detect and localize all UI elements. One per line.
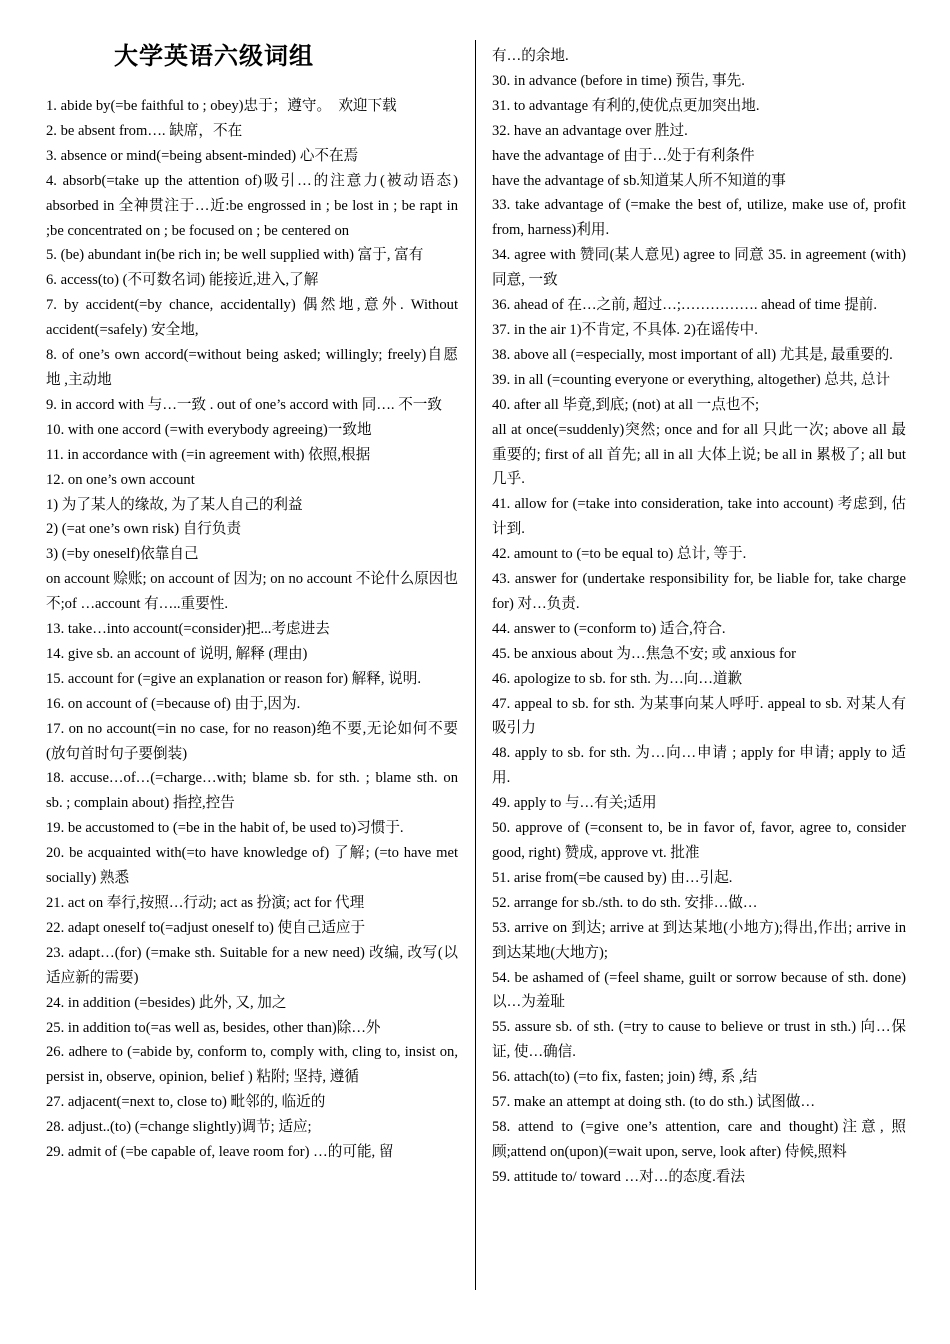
vocab-entry: 37. in the air 1)不肯定, 不具体. 2)在谣传中. [492,321,758,338]
vocab-entry: 10. with one accord (=with everybody agreeing)一致地 [46,421,372,438]
vocab-entry: 51. arise from(=be caused by) 由…引起. [492,869,733,886]
vocab-entry: 1. abide by(=be faithful to ; obey)忠于；遵守。 欢迎下载 [46,98,397,114]
vocab-entry: 49. apply to 与…有关;适用 [492,795,657,812]
column-divider [475,40,476,1290]
vocab-entry: 38. above all (=especially, most important of all) 尤其是, 最重要的. [492,346,893,363]
vocab-entry: 29. admit of (=be capable of, leave room for) …的可能, 留 [46,1144,394,1161]
vocab-entry: 45. be anxious about 为…焦急不安; 或 anxious for [492,645,797,662]
vocab-entry: 59. attitude to/ toward …对…的态度.看法 [492,1168,745,1185]
vocab-entry: 20. be acquainted with(=to have knowledge of) 了解; (=to have met socially) 熟悉 [46,845,458,887]
vocab-entry: 2. be absent from…. 缺席，不在 [46,122,243,139]
right-column [492,44,906,1190]
vocab-entry: 40. after all 毕竟,到底; (not) at all 一点也不; [492,396,760,413]
right-entry-list [492,44,906,1190]
vocab-entry: 53. arrive on 到达; arrive at 到达某地(小地方);得出,作出; arrive in 到达某地(大地方); [492,919,906,961]
vocab-entry: 27. adjacent(=next to, close to) 毗邻的, 临近的 [46,1094,326,1111]
page-title: 大学英语六级词组 [114,42,314,70]
vocab-entry: 41. allow for (=take into consideration, take into account) 考虑到, 估计到. [492,496,906,538]
vocab-entry: 43. answer for (undertake responsibility for, be liable for, take charge for) 对…负责. [492,571,906,612]
vocab-entry: 18. accuse…of…(=charge…with; blame sb. for sth. ; blame sth. on sb. ; complain about) 指控,控告 [46,770,458,812]
vocab-entry: 28. adjust..(to) (=change slightly)调节; 适应; [46,1119,312,1136]
vocab-entry: 48. apply to sb. for sth. 为…向…申请 ; apply for 申请; apply to 适用. [492,745,906,787]
vocab-entry: 4. absorb(=take up the attention of)吸引…的注意力(被动语态) absorbed in 全神贯注于…近:be engrossed in ; be lost in ; be rapt in ;be concentrated on ; be focused on ; be centered on [46,172,458,239]
vocab-entry: 6. access(to) (不可数名词) 能接近,进入,了解 [46,272,319,289]
vocab-entry: 8. of one’s own accord(=without being asked; willingly; freely)自愿地 ,主动地 [46,347,458,388]
vocab-entry: 31. to advantage 有利的,使优点更加突出地. [492,97,760,114]
vocab-entry: 12. on one’s own account [46,471,195,488]
vocab-entry: on account 赊账; on account of 因为; on no account 不论什么原因也不;of …account 有…..重要性. [46,571,458,613]
vocab-entry: 36. ahead of 在…之前, 超过…;……………. ahead of time 提前. [492,297,878,314]
vocab-entry: 2) (=at one’s own risk) 自行负责 [46,521,242,538]
vocab-entry: 58. attend to (=give one’s attention, care and thought)注意, 照顾;attend on(upon)(=wait upon, serve, look after) 侍候,照料 [492,1118,906,1160]
left-entry-list [46,94,458,1165]
vocab-entry: 50. approve of (=consent to, be in favor of, favor, agree to, consider good, right) 赞成, approve vt. 批准 [492,820,906,861]
vocab-entry: 13. take…into account(=consider)把...考虑进去 [46,621,330,638]
vocab-entry: 15. account for (=give an explanation or reason for) 解释, 说明. [46,670,421,687]
vocab-entry: 54. be ashamed of (=feel shame, guilt or sorrow because of sth. done) 以…为羞耻 [492,969,906,1011]
vocab-entry: 3) (=by oneself)依靠自己 [46,546,199,563]
vocab-entry: 19. be accustomed to (=be in the habit of, be used to)习惯于. [46,820,404,837]
vocab-entry: 47. appeal to sb. for sth. 为某事向某人呼吁. appeal to sb. 对某人有吸引力 [492,695,906,737]
vocab-entry: 25. in addition to(=as well as, besides, other than)除…外 [46,1019,381,1036]
vocab-entry: 57. make an attempt at doing sth. (to do sth.) 试图做… [492,1094,816,1111]
vocab-entry: 52. arrange for sb./sth. to do sth. 安排…做… [492,894,758,911]
vocab-entry: all at once(=suddenly)突然; once and for all 只此一次; above all 最重要的; first of all 首先; all in all 大体上说; be all in 累极了; all but 几乎. [492,421,906,488]
vocab-entry: 14. give sb. an account of 说明, 解释 (理由) [46,645,308,662]
left-column [46,44,458,1165]
vocab-entry: 7. by accident(=by chance, accidentally) 偶然地,意外. Without accident(=safely) 安全地, [46,297,458,339]
vocab-entry: 39. in all (=counting everyone or everything, altogether) 总共, 总计 [492,371,891,388]
vocab-entry: 30. in advance (before in time) 预告, 事先. [492,72,745,89]
vocab-entry: 34. agree with 赞同(某人意见) agree to 同意 35. in agreement (with) 同意, 一致 [492,247,906,289]
vocab-entry: 32. have an advantage over 胜过. [492,122,688,139]
vocab-entry: 17. on no account(=in no case, for no reason)绝不要,无论如何不要(放句首时句子要倒装) [46,720,458,762]
vocab-entry: 22. adapt oneself to(=adjust oneself to) 使自己适应于 [46,919,366,936]
vocab-entry: 9. in accord with 与…一致 . out of one’s accord with 同…. 不一致 [46,396,442,413]
vocab-entry: 42. amount to (=to be equal to) 总计, 等于. [492,546,747,563]
vocab-entry: 46. apologize to sb. for sth. 为…向…道歉 [492,670,743,687]
vocab-entry: 55. assure sb. of sth. (=try to cause to believe or trust in sth.) 向…保证, 使…确信. [492,1019,906,1061]
vocab-entry: 11. in accordance with (=in agreement with) 依照,根据 [46,446,371,463]
vocab-entry: have the advantage of 由于…处于有利条件 [492,147,755,164]
vocab-entry: 26. adhere to (=abide by, conform to, comply with, cling to, insist on, persist in, observe, opinion, belief ) 粘附; 坚持, 遵循 [46,1044,458,1086]
vocab-entry: 56. attach(to) (=to fix, fasten; join) 缚, 系 ,结 [492,1069,758,1086]
vocab-entry: 5. (be) abundant in(be rich in; be well supplied with) 富于, 富有 [46,247,424,264]
vocab-entry: 1) 为了某人的缘故, 为了某人自己的利益 [46,496,303,513]
vocab-entry: 33. take advantage of (=make the best of, utilize, make use of, profit from, harness)利用. [492,197,906,239]
vocab-entry: 16. on account of (=because of) 由于,因为. [46,695,301,712]
vocab-entry: 3. absence or mind(=being absent-minded) 心不在焉 [46,147,359,164]
vocab-entry: 21. act on 奉行,按照…行动; act as 扮演; act for 代理 [46,895,365,911]
vocab-entry: 有…的余地. [492,48,569,64]
vocab-entry: 24. in addition (=besides) 此外, 又, 加之 [46,994,287,1011]
vocab-entry: 23. adapt…(for) (=make sth. Suitable for a new need) 改编, 改写(以适应新的需要) [46,944,458,986]
vocab-entry: have the advantage of sb.知道某人所不知道的事 [492,172,786,189]
vocab-entry: 44. answer to (=conform to) 适合,符合. [492,620,726,637]
